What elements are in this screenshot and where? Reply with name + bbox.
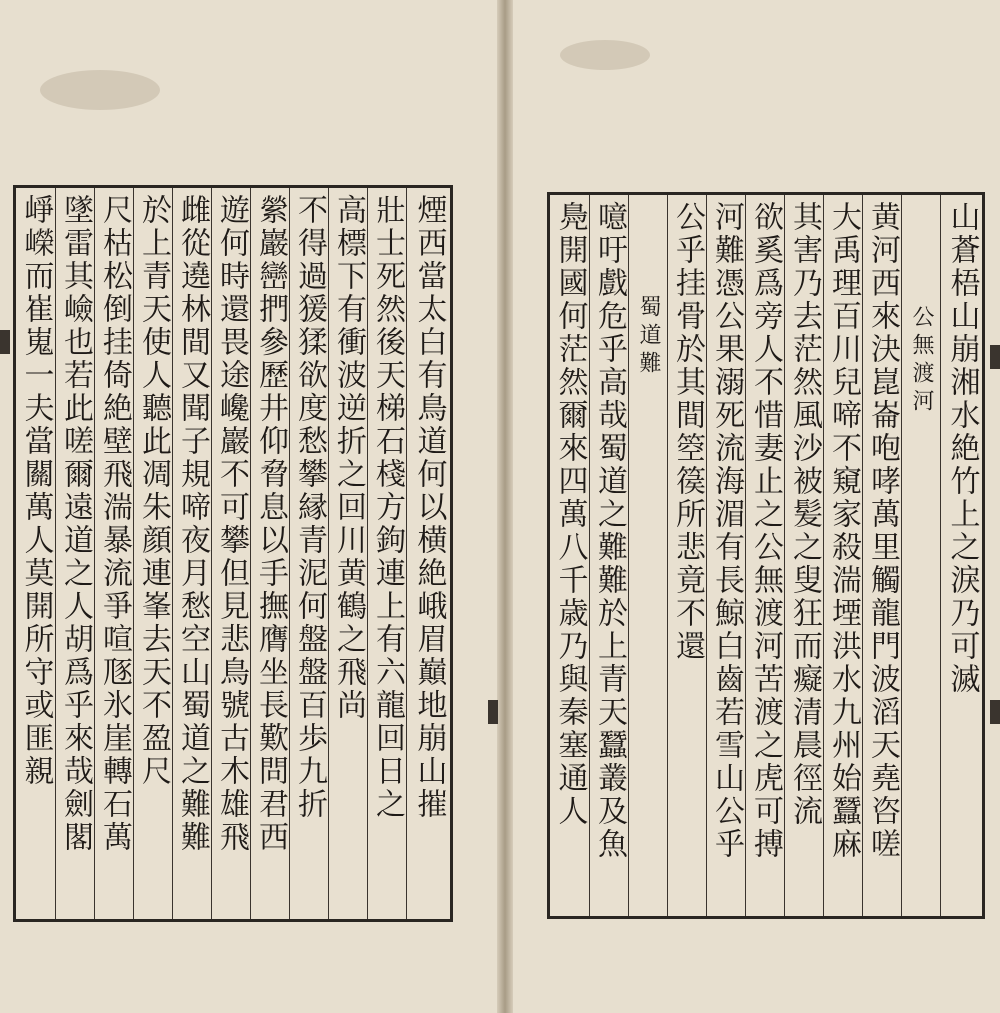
- text-column: [668, 195, 707, 916]
- column-text: 不得過猨猱欲度愁攀縁青泥何盤盤百歩九折: [292, 194, 327, 821]
- page-edge-mark: [990, 345, 1000, 369]
- paper-stain: [40, 70, 160, 110]
- column-text: 鳧開國何茫然爾來四萬八千歳乃與秦塞通人: [552, 201, 588, 828]
- section-title: 公無渡河: [909, 305, 934, 417]
- text-column: [329, 188, 368, 919]
- column-text: 於上青天使人聽此凋朱顔連峯去天不盈尺: [136, 194, 171, 788]
- column-text: 縈巖巒捫參歷井仰脅息以手撫膺坐長歎問君西: [253, 194, 288, 854]
- column-text: 雌從遶林間又聞子規啼夜月愁空山蜀道之難難: [175, 194, 210, 854]
- paper-stain: [560, 40, 650, 70]
- text-column: [863, 195, 902, 916]
- section-title: 蜀道難: [636, 295, 661, 379]
- text-column: [902, 195, 941, 916]
- text-column: [368, 188, 407, 919]
- column-text: 山蒼梧山崩湘水絶竹上之淚乃可滅: [944, 201, 980, 696]
- text-column: [16, 188, 56, 919]
- column-text: 遊何時還畏途巉巖不可攀但見悲鳥號古木雄飛: [214, 194, 249, 854]
- page-edge-mark: [990, 700, 1000, 724]
- text-column: [95, 188, 134, 919]
- column-text: 欲奚爲旁人不惜妻止之公無渡河苦渡之虎可搏: [748, 201, 783, 861]
- column-text: 尺枯松倒挂倚絶壁飛湍暴流爭喧豗氷崖轉石萬: [97, 194, 132, 854]
- text-column: [746, 195, 785, 916]
- column-text: 煙西當太白有鳥道何以横絶峨眉巔地崩山摧: [411, 194, 447, 821]
- text-column: [824, 195, 863, 916]
- text-column: [550, 195, 590, 916]
- text-column: [251, 188, 290, 919]
- column-text: 高標下有衝波逆折之回川黄鶴之飛尚: [331, 194, 366, 722]
- column-text: 河難憑公果溺死流海湄有長鯨白齒若雪山公乎: [709, 201, 744, 861]
- text-column: [785, 195, 824, 916]
- text-column: [941, 195, 982, 916]
- column-text: 其害乃去茫然風沙被髪之叟狂而癡清晨徑流: [787, 201, 822, 828]
- left-text-frame: [13, 185, 453, 922]
- text-column: [56, 188, 95, 919]
- text-column: [407, 188, 450, 919]
- text-column: [707, 195, 746, 916]
- text-column: [290, 188, 329, 919]
- right-text-frame: [547, 192, 985, 919]
- text-column: [134, 188, 173, 919]
- page-edge-mark: [488, 700, 498, 724]
- text-column: [173, 188, 212, 919]
- book-gutter: [497, 0, 513, 1013]
- column-text: 公乎挂骨於其間箜篌所悲竟不還: [670, 201, 705, 663]
- text-column: [629, 195, 668, 916]
- text-column: [212, 188, 251, 919]
- column-text: 墜雷其嶮也若此嗟爾遠道之人胡爲乎來哉劍閣: [58, 194, 93, 854]
- text-column: [590, 195, 629, 916]
- column-text: 崢嶸而崔嵬一夫當關萬人莫開所守或匪親: [18, 194, 54, 788]
- column-text: 噫吁戲危乎高哉蜀道之難難於上青天蠶叢及魚: [592, 201, 627, 861]
- column-text: 壯士死然後天梯石棧方鉤連上有六龍回日之: [370, 194, 405, 821]
- column-text: 大禹理百川兒啼不窺家殺湍堙洪水九州始蠶麻: [826, 201, 861, 861]
- column-text: 黄河西來決崑崙咆哮萬里觸龍門波滔天堯咨嗟: [865, 201, 900, 861]
- page-edge-mark: [0, 330, 10, 354]
